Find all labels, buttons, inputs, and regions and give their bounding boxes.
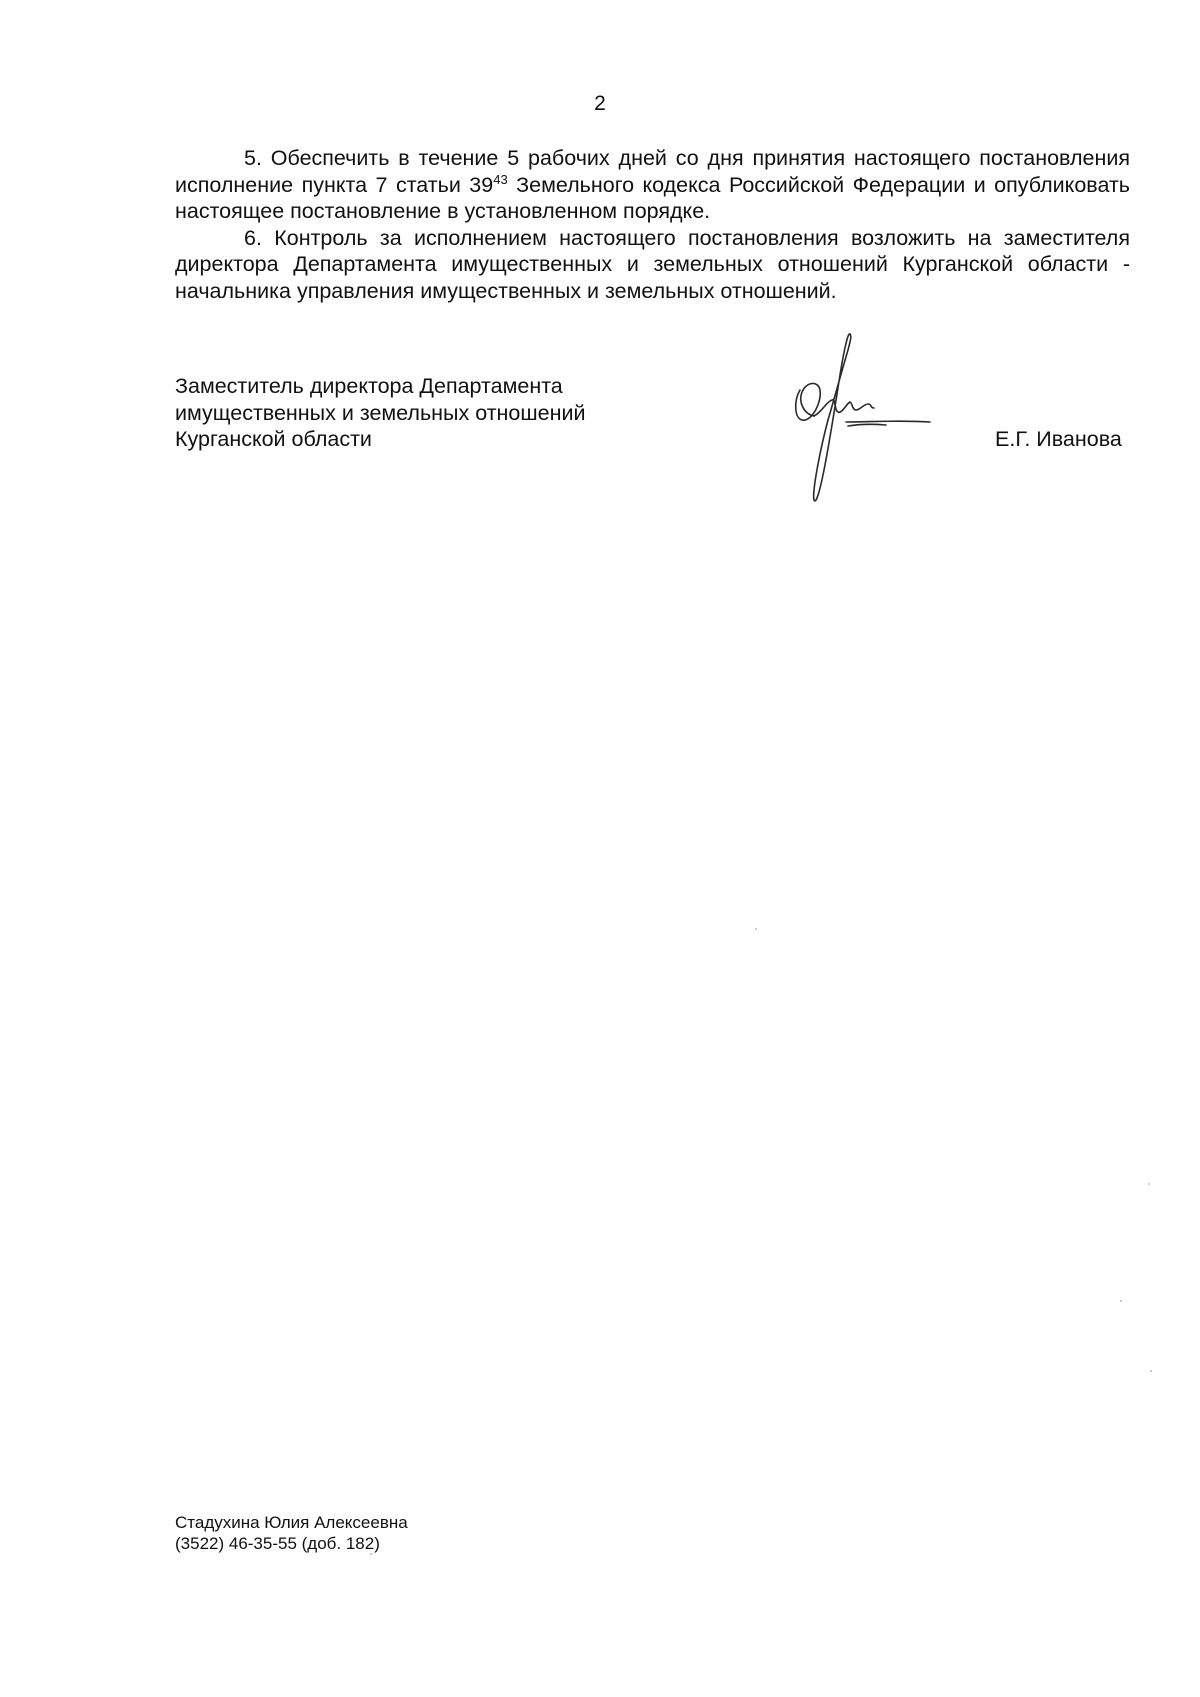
page-number: 2 xyxy=(594,92,606,115)
executor-name: Стадухина Юлия Алексеевна xyxy=(175,1513,408,1532)
scan-speck xyxy=(370,1553,372,1555)
paragraph-5-text-end: Земельного кодекса Российской Федерации и опубликовать настоящее постановление в установленном порядке. xyxy=(175,172,1130,223)
scan-speck xyxy=(755,928,757,930)
scan-speck xyxy=(1148,1183,1150,1185)
signer-name: Е.Г. Иванова xyxy=(995,427,1122,451)
paragraph-5-text-start: 5. Обеспечить в течение 5 рабочих дней со дня принятия настоящего постановления исполнение пункта 7 статьи 39 xyxy=(175,146,1130,197)
paragraph-6: 6. Контроль за исполнением настоящего постановления возложить на заместителя директора Департамента имущественных и земельных отношений Курганской области - начальника управления имущественных и земельных отношений. xyxy=(175,225,1130,303)
handwritten-signature xyxy=(790,330,940,510)
paragraph-5-superscript: 43 xyxy=(493,171,508,187)
executor-info xyxy=(175,1512,408,1554)
signatory-title-line-2: имущественных и земельных отношений xyxy=(175,400,586,425)
signatory-title xyxy=(175,373,585,453)
document-body xyxy=(175,145,1130,304)
executor-phone: (3522) 46-35-55 (доб. 182) xyxy=(175,1534,380,1553)
paragraph-5 xyxy=(175,145,1130,225)
scan-speck xyxy=(1120,1300,1122,1302)
signatory-title-line-1: Заместитель директора Департамента xyxy=(175,374,563,398)
scan-speck xyxy=(1150,1370,1152,1372)
signatory-title-line-3: Курганской области xyxy=(175,427,372,451)
